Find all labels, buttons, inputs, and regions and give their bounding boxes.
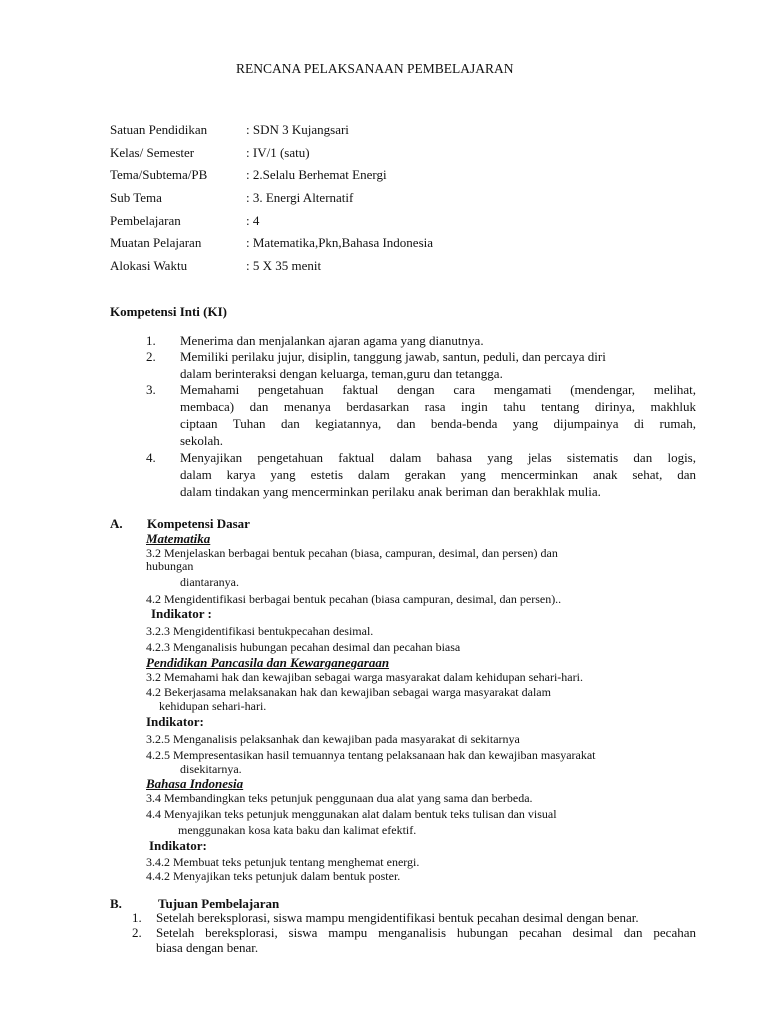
kd-item: hubungan (146, 559, 194, 573)
kd-item: 3.2 Memahami hak dan kewajiban sebagai warga masyarakat dalam kehidupan sehari-hari. (146, 670, 583, 684)
identity-label: Muatan Pelajaran (110, 235, 202, 250)
list-number: 4. (146, 450, 156, 465)
list-item: sekolah. (180, 433, 223, 448)
identity-label: Pembelajaran (110, 213, 181, 228)
indikator-item: 3.2.3 Mengidentifikasi bentukpecahan desimal. (146, 624, 374, 638)
list-item: ciptaan Tuhan dan kegiatannya, dan benda-benda yang dijumpainya di rumah, (180, 416, 696, 431)
section-letter: A. (110, 516, 123, 531)
kd-item: 4.4 Menyajikan teks petunjuk menggunakan alat dalam bentuk teks tulisan dan visual (146, 807, 557, 821)
identity-label: Kelas/ Semester (110, 145, 195, 160)
section-letter: B. (110, 896, 122, 911)
list-item: membaca) dan menanya berdasarkan rasa ingin tahu tentang dirinya, makhluk (180, 399, 696, 414)
identity-label: Alokasi Waktu (110, 258, 188, 273)
kd-item: diantaranya. (180, 575, 239, 589)
indikator-item: 3.4.2 Membuat teks petunjuk tentang menghemat energi. (146, 855, 420, 869)
list-item: dalam berinteraksi dengan keluarga, teman,guru dan tetangga. (180, 366, 503, 381)
kd-item: 4.2 Bekerjasama melaksanakan hak dan kewajiban sebagai warga masyarakat dalam (146, 685, 551, 699)
subject-heading: Bahasa Indonesia (146, 776, 244, 791)
list-item: Setelah bereksplorasi, siswa mampu mengidentifikasi bentuk pecahan desimal dengan benar. (156, 910, 639, 925)
kd-item: 4.2 Mengidentifikasi berbagai bentuk pecahan (biasa campuran, desimal, dan persen).. (146, 592, 562, 606)
kd-item: kehidupan sehari-hari. (159, 699, 267, 713)
list-item: dalam tindakan yang mencerminkan perilaku anak beriman dan berakhlak mulia. (180, 484, 601, 499)
list-item: Menyajikan pengetahuan faktual dalam bahasa yang jelas sistematis dan logis, (180, 450, 696, 465)
kd-heading: Kompetensi Dasar (147, 516, 250, 531)
kd-item: menggunakan kosa kata baku dan kalimat efektif. (178, 823, 417, 837)
indikator-item: 4.4.2 Menyajikan teks petunjuk dalam bentuk poster. (146, 869, 401, 883)
ki-heading: Kompetensi Inti (KI) (110, 304, 227, 319)
indikator-label: Indikator: (149, 838, 207, 853)
list-number: 1. (132, 910, 142, 925)
list-item: dalam karya yang estetis dalam gerakan yang mencerminkan anak sehat, dan (180, 467, 696, 482)
identity-value: : 2.Selalu Berhemat Energi (246, 167, 387, 182)
list-item: Memiliki perilaku jujur, disiplin, tanggung jawab, santun, peduli, dan percaya diri (180, 349, 606, 364)
list-item: Setelah bereksplorasi, siswa mampu menganalisis hubungan pecahan desimal dan pecahan (156, 925, 696, 940)
indikator-label: Indikator: (146, 714, 204, 729)
indikator-item: disekitarnya. (180, 762, 242, 776)
list-number: 3. (146, 382, 156, 397)
identity-label: Sub Tema (110, 190, 162, 205)
identity-label: Satuan Pendidikan (110, 122, 208, 137)
identity-value: : IV/1 (satu) (246, 145, 310, 160)
list-number: 2. (132, 925, 142, 940)
tp-heading: Tujuan Pembelajaran (158, 896, 280, 911)
page-title: RENCANA PELAKSANAAN PEMBELAJARAN (236, 61, 514, 76)
identity-value: : 4 (246, 213, 260, 228)
subject-heading: Matematika (146, 531, 211, 546)
indikator-label: Indikator : (151, 606, 212, 621)
indikator-item: 4.2.5 Mempresentasikan hasil temuannya tentang pelaksanaan hak dan kewajiban masyarakat (146, 748, 596, 762)
identity-value: : 3. Energi Alternatif (246, 190, 354, 205)
list-item: biasa dengan benar. (156, 940, 259, 955)
kd-item: 3.2 Menjelaskan berbagai bentuk pecahan (biasa, campuran, desimal, dan persen) dan (146, 546, 558, 560)
list-number: 1. (146, 333, 156, 348)
list-number: 2. (146, 349, 156, 364)
kd-item: 3.4 Membandingkan teks petunjuk penggunaan dua alat yang sama dan berbeda. (146, 791, 533, 805)
identity-value: : 5 X 35 menit (246, 258, 322, 273)
identity-value: : Matematika,Pkn,Bahasa Indonesia (246, 235, 434, 250)
identity-label: Tema/Subtema/PB (110, 167, 208, 182)
indikator-item: 4.2.3 Menganalisis hubungan pecahan desimal dan pecahan biasa (146, 640, 461, 654)
list-item: Menerima dan menjalankan ajaran agama yang dianutnya. (180, 333, 484, 348)
indikator-item: 3.2.5 Menganalisis pelaksanhak dan kewajiban pada masyarakat di sekitarnya (146, 732, 520, 746)
subject-heading: Pendidikan Pancasila dan Kewarganegaraan (146, 655, 390, 670)
list-item: Memahami pengetahuan faktual dengan cara mengamati (mendengar, melihat, (180, 382, 696, 397)
identity-value: : SDN 3 Kujangsari (246, 122, 349, 137)
